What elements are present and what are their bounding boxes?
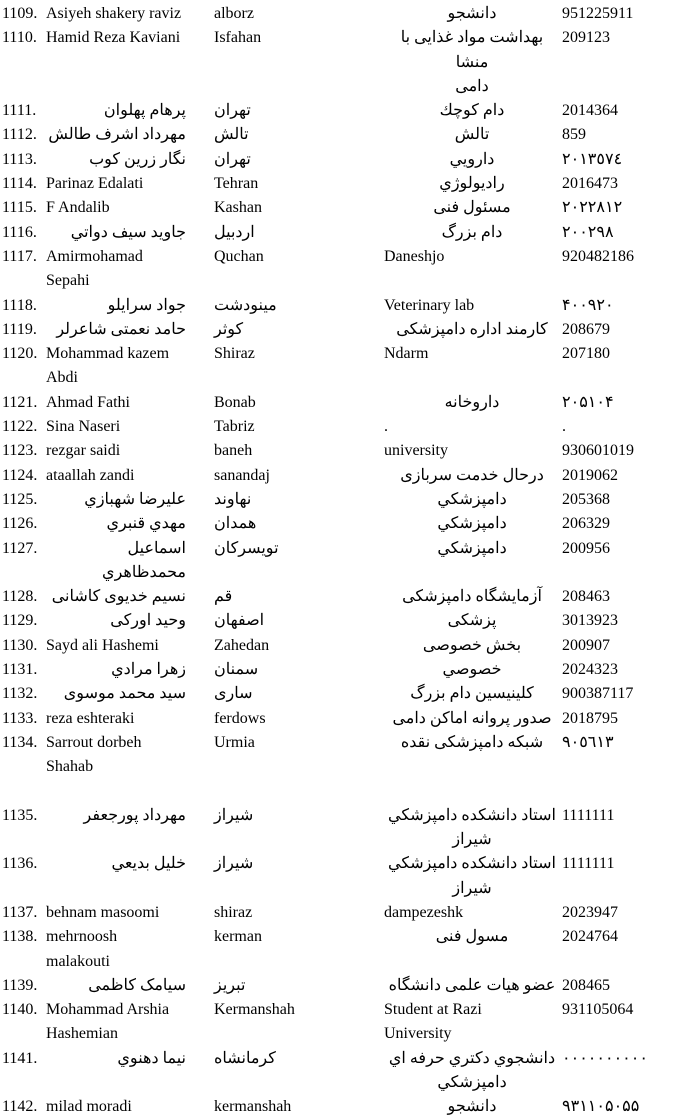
table-row [0,804,677,853]
member-city: Bonab [214,393,256,411]
member-id: 900387117 [562,685,634,703]
member-name: نسیم خدیوی کاشانی [51,588,186,606]
member-city: Tehran [214,175,259,193]
member-id: 3013923 [562,612,618,630]
member-city: سمنان [214,661,259,679]
table-row [0,245,677,294]
member-name: مهرداد اشرف طالش [48,126,186,144]
table-row [0,901,677,925]
row-number: 1122. [2,418,38,436]
member-id: 2024323 [562,661,618,679]
member-name: ataallah zandi [46,466,135,484]
row-number: 1136. [2,855,38,873]
member-occupation: . [384,418,388,436]
member-occupation: Veterinary lab [384,296,475,314]
member-occupation: استاد دانشکده دامپزشكي شیراز [388,855,556,897]
member-name: milad moradi [46,1098,132,1116]
member-city: kermanshah [214,1098,292,1116]
row-number: 1128. [2,588,38,606]
member-city: Isfahan [214,29,262,47]
table-row [0,731,677,780]
member-name: جواد سرایلو [107,296,186,314]
member-occupation: Daneshjo [384,247,445,265]
member-occupation: دامپزشكي [437,539,507,557]
table-row [0,196,677,220]
member-occupation: دارویي [449,150,495,168]
member-id: 931105064 [562,1001,634,1019]
member-name: علیرضا شهبازي [84,490,186,508]
member-name: مهدي قنبري [106,515,186,533]
row-number: 1115. [2,199,37,217]
member-city: اردبیل [214,223,255,241]
member-city: کرمانشاه [214,1049,276,1067]
member-id: 2023947 [562,903,618,921]
row-number: 1123. [2,442,38,460]
table-row [0,537,677,586]
row-number: 1138. [2,928,38,946]
table-row [0,342,677,391]
member-occupation: مسئول فنی [433,199,511,217]
table-row [0,512,677,536]
row-number: 1113. [2,150,37,168]
member-occupation: دانشجوي دکتري حرفه اي دامپزشكي [388,1049,556,1092]
row-number: 1127. [2,539,38,557]
member-name: جاوید سیف دواتي [70,223,186,241]
member-city: Quchan [214,247,264,265]
member-city: sanandaj [214,466,270,484]
member-occupation: درحال خدمت سربازی [400,466,544,484]
member-name: پرهام پهلوان [103,102,186,120]
table-row [0,1095,677,1119]
member-city: ساری [214,685,253,703]
member-occupation: دانشجو [447,1098,497,1116]
member-occupation: آزمایشگاه دامپزشکی [402,588,542,606]
member-occupation: خصوصي [442,661,502,679]
member-id: 209123 [562,29,610,47]
member-id: 207180 [562,345,610,363]
row-number: 1134. [2,733,38,751]
member-id: 208465 [562,976,610,994]
table-row [0,123,677,147]
table-row [0,99,677,123]
member-city: کوثر [214,320,244,338]
member-id: 2024764 [562,928,618,946]
member-table [0,2,677,1120]
table-row [0,294,677,318]
member-city: baneh [214,442,253,460]
table-row [0,221,677,245]
member-name: Amirmohamad Sepahi [46,247,143,290]
row-number: 1110. [2,29,37,47]
member-occupation: دانشجو [447,5,497,22]
table-row [0,439,677,463]
row-number: 1116. [2,223,37,241]
member-city: Kashan [214,199,262,217]
member-occupation: دامپزشكي [437,515,507,533]
row-number: 1142. [2,1098,38,1116]
member-city: تالش [214,126,249,144]
member-occupation: کلینیسین دام بزرگ [410,685,534,703]
member-name: reza eshteraki [46,709,135,727]
member-city: تهران [214,150,251,168]
table-row [0,658,677,682]
member-city: ferdows [214,709,266,727]
member-city: Zahedan [214,636,270,654]
member-name: Parinaz Edalati [46,175,144,193]
table-row [0,148,677,172]
member-id: ۲۰۵۱۰۴ [562,393,614,411]
member-occupation: کارمند اداره دامپزشکی [396,320,548,338]
table-row [0,634,677,658]
member-occupation: دامپزشكي [437,490,507,508]
member-city: شیراز [214,806,254,824]
member-name: خلیل بدیعي [111,855,186,873]
row-number: 1117. [2,247,37,265]
member-name: زهرا مرادي [111,661,186,679]
member-id: 2014364 [562,102,618,120]
member-city: شیراز [214,855,254,873]
row-number: 1137. [2,903,38,921]
member-occupation: بخش خصوصی [422,636,522,654]
table-row [0,998,677,1047]
table-row [0,707,677,731]
member-occupation: داروخانه [444,393,500,411]
member-id: 208679 [562,320,610,338]
member-name: Sayd ali Hashemi [46,636,159,654]
member-name: Ahmad Fathi [46,393,130,411]
row-number: 1111. [2,102,37,120]
member-id: 1111111 [562,806,615,824]
member-name: سید محمد موسوی [63,685,186,703]
member-id: ۹۳۱۱۰۵۰۵۵ [562,1098,640,1116]
member-city: kerman [214,928,262,946]
member-city: Tabriz [214,418,255,436]
member-id: 208463 [562,588,610,606]
row-number: 1139. [2,976,38,994]
row-number: 1125. [2,490,38,508]
member-city: alborz [214,5,254,22]
row-number: 1109. [2,5,38,22]
member-city: همدان [214,515,257,533]
member-id: 920482186 [562,247,634,265]
member-id: ٢٠٠٢٩٨ [562,223,614,241]
member-id: 200956 [562,539,610,557]
member-city: Urmia [214,733,255,751]
member-name: Asiyeh shakery raviz [46,5,182,22]
member-id: 951225911 [562,5,634,22]
member-city: تویسرکان [214,539,279,557]
member-name: اسماعیل محمدظاهري [102,539,186,581]
table-row [0,585,677,609]
row-number: 1120. [2,345,38,363]
member-id: 930601019 [562,442,634,460]
table-row [0,609,677,633]
member-id: ۰۰۰۰۰۰۰۰۰۰ [562,1049,648,1067]
table-row [0,1047,677,1096]
member-id: ۴۰۰۹۲۰ [562,296,614,314]
row-number: 1135. [2,806,38,824]
member-id: 2018795 [562,709,618,727]
member-occupation: رادیولوژي [439,175,505,193]
table-row [0,26,677,99]
member-occupation: Student at Razi University [384,1001,482,1043]
row-number: 1124. [2,466,38,484]
member-city: تبریز [214,976,246,994]
table-row [0,415,677,439]
member-name: mehrnoosh malakouti [46,928,118,970]
member-city: shiraz [214,903,253,921]
member-city: اصفهان [214,612,265,630]
member-id: 206329 [562,515,610,533]
member-id: 2016473 [562,175,618,193]
table-row [0,172,677,196]
table-row [0,391,677,415]
member-name: نیما دهنوي [117,1049,186,1067]
member-city: Kermanshah [214,1001,295,1019]
member-occupation: استاد دانشکده دامپزشكي شیراز [388,806,556,849]
member-name: rezgar saidi [46,442,121,460]
member-name: F Andalib [46,199,110,217]
member-city: Shiraz [214,345,255,363]
member-id: . [562,418,566,436]
member-occupation: تالش [454,126,490,144]
table-row [0,682,677,706]
member-name: حامد نعمتی شاعرلر [56,320,186,338]
member-occupation: شبکه دامپزشکی نقده [400,733,544,751]
member-id: 1111111 [562,855,615,873]
table-row [0,925,677,974]
member-name: مهرداد پورجعفر [83,806,186,824]
member-city: نهاوند [214,490,252,508]
member-name: Sarrout dorbeh Shahab [46,733,142,776]
member-name: سیامک کاظمی [88,976,186,994]
table-row [0,488,677,512]
member-id: ٢٠٢٢٨١٢ [562,199,623,217]
member-occupation: university [384,442,448,460]
member-city: تهران [214,102,251,120]
member-occupation: مسول فنی [435,928,509,946]
member-id: 859 [562,126,586,144]
member-name: وحید اورکی [110,612,186,630]
row-number: 1118. [2,296,37,314]
table-row [0,318,677,342]
member-city: قم [214,588,233,606]
member-id: 200907 [562,636,610,654]
member-id: 2019062 [562,466,618,484]
member-occupation: پزشکی [447,612,497,630]
member-name: Mohammad Arshia Hashemian [46,1001,170,1043]
member-occupation: dampezeshk [384,903,464,921]
member-name: Hamid Reza Kaviani [46,29,181,47]
row-number: 1140. [2,1001,38,1019]
member-id: 205368 [562,490,610,508]
table-row [0,464,677,488]
row-number: 1130. [2,636,38,654]
member-occupation: صدور پروانه اماکن دامی [392,709,552,727]
member-name: behnam masoomi [46,903,160,921]
member-name: Sina Naseri [46,418,121,436]
member-name: نگار زرین کوب [89,150,186,168]
table-row [0,974,677,998]
row-number: 1126. [2,515,38,533]
row-number: 1129. [2,612,38,630]
member-occupation: بهداشت مواد غذایی با منشا دامی [400,29,544,95]
row-number: 1119. [2,320,37,338]
member-name: Mohammad kazem Abdi [46,345,170,387]
row-number: 1131. [2,661,38,679]
row-number: 1141. [2,1049,38,1067]
row-number: 1133. [2,709,38,727]
row-number: 1112. [2,126,37,144]
member-occupation: دام کوچك [439,102,505,120]
member-city: مینودشت [214,296,277,314]
member-occupation: دام بزرگ [441,223,503,241]
member-occupation: عضو هیات علمی دانشگاه [388,976,556,994]
table-row [0,2,677,26]
member-occupation: Ndarm [384,345,429,363]
row-number: 1114. [2,175,37,193]
table-row [0,852,677,901]
row-number: 1121. [2,393,38,411]
member-id: ٢٠١٣٥٧٤ [562,150,623,168]
row-number: 1132. [2,685,38,703]
member-id: ٩٠٥٦١٣ [562,733,614,751]
